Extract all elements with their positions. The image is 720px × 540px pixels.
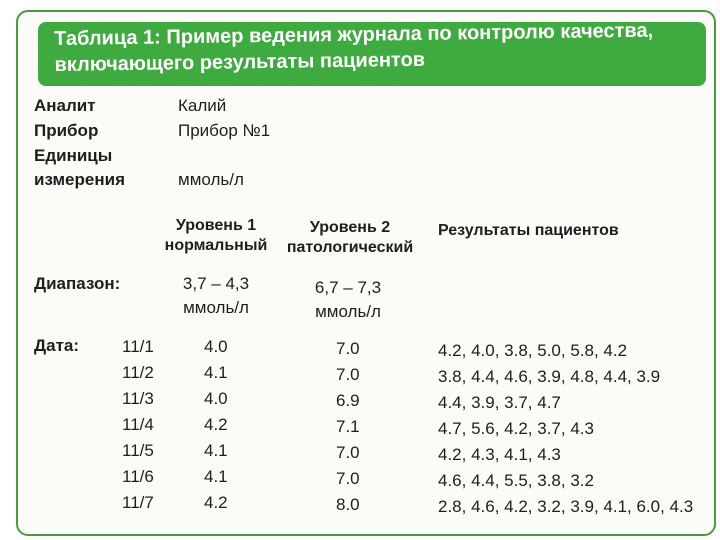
row-date: 11/6 xyxy=(122,467,154,486)
header-level2-line1: Уровень 2 xyxy=(309,219,391,236)
row-level1-value: 4.0 xyxy=(204,337,228,356)
range-label: Диапазон: xyxy=(34,274,121,293)
row-level2-value: 7.0 xyxy=(336,469,360,488)
row-date: 11/5 xyxy=(122,441,154,460)
row-level1-value: 4.2 xyxy=(204,493,228,512)
range-level1-line2: ммоль/л xyxy=(183,298,249,317)
analyte-value: Калий xyxy=(178,96,227,115)
analyte-label: Аналит xyxy=(34,96,96,115)
row-level1-value: 4.1 xyxy=(204,363,228,382)
table-title: Таблица 1: Пример ведения журнала по контролю качества, включающего результаты пациентов xyxy=(54,19,654,76)
title-banner xyxy=(38,19,706,86)
table-row xyxy=(0,389,720,415)
row-level2-value: 7.0 xyxy=(336,339,360,358)
range-level1-line1: 3,7 – 4,3 xyxy=(182,274,250,293)
row-date: 11/3 xyxy=(122,389,154,408)
units-label-line1: Единицы xyxy=(34,146,113,165)
row-level2-value: 7.0 xyxy=(336,365,360,384)
table-row xyxy=(0,467,720,493)
row-date: 11/2 xyxy=(122,363,154,382)
row-patient-results: 4.6, 4.4, 5.5, 3.8, 3.2 xyxy=(438,471,594,490)
row-level1-value: 4.0 xyxy=(204,389,228,408)
row-patient-results: 2.8, 4.6, 4.2, 3.2, 3.9, 4.1, 6.0, 4.3 xyxy=(438,497,694,516)
range-level2-line2: ммоль/л xyxy=(315,302,381,321)
row-level1-value: 4.1 xyxy=(204,467,228,486)
row-patient-results: 4.2, 4.0, 3.8, 5.0, 5.8, 4.2 xyxy=(438,341,628,360)
header-level1-line2: нормальный xyxy=(164,237,268,254)
table-row xyxy=(0,493,720,519)
row-patient-results: 3.8, 4.4, 4.6, 3.9, 4.8, 4.4, 3.9 xyxy=(438,367,661,386)
header-patients: Результаты пациентов xyxy=(438,222,619,239)
table-row xyxy=(0,337,720,363)
units-label-line2: измерения xyxy=(34,170,125,189)
row-level2-value: 7.0 xyxy=(336,443,360,462)
row-date: 11/4 xyxy=(122,415,154,434)
row-level1-value: 4.2 xyxy=(204,415,228,434)
units-value: ммоль/л xyxy=(178,170,244,189)
device-label: Прибор xyxy=(34,121,99,140)
row-date: 11/7 xyxy=(122,493,154,512)
row-patient-results: 4.4, 3.9, 3.7, 4.7 xyxy=(438,393,561,412)
range-level2-line1: 6,7 – 7,3 xyxy=(314,278,382,297)
table-row xyxy=(0,363,720,389)
row-level2-value: 7.1 xyxy=(336,417,360,436)
device-value: Прибор №1 xyxy=(178,121,271,140)
header-level2 xyxy=(280,218,420,258)
table-row xyxy=(0,415,720,441)
header-level1 xyxy=(158,216,274,256)
header-level1-line1: Уровень 1 xyxy=(175,217,257,234)
row-patient-results: 4.2, 4.3, 4.1, 4.3 xyxy=(438,445,561,464)
row-date: 11/1 xyxy=(122,337,154,356)
header-level2-line2: патологический xyxy=(286,239,414,256)
row-level2-value: 6.9 xyxy=(336,391,360,410)
date-label: Дата: xyxy=(34,336,80,355)
table-row xyxy=(0,441,720,467)
row-level2-value: 8.0 xyxy=(336,495,360,514)
row-patient-results: 4.7, 5.6, 4.2, 3.7, 4.3 xyxy=(438,419,594,438)
row-level1-value: 4.1 xyxy=(204,441,228,460)
